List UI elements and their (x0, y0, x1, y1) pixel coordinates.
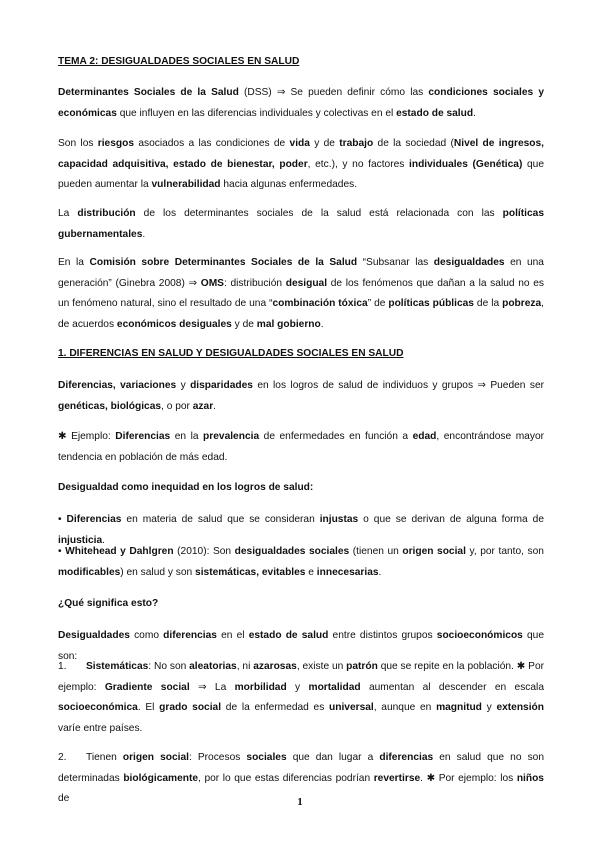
section-title: TEMA 2: DESIGUALDADES SOCIALES EN SALUD (58, 56, 300, 67)
question-meaning: ¿Qué significa esto? (58, 598, 159, 609)
page-number: 1 (297, 796, 303, 808)
bullet-injustice: • Diferencias en materia de salud que se consideran injustas o que se derivan de alguna forma de injusticia. (58, 514, 544, 546)
paragraph-differences: Diferencias, variaciones y disparidades en los logros de salud de individuos y grupos ⇒ Pueden ser genéticas, biológicas, o por azar. (58, 380, 544, 412)
paragraph-risks: Son los riesgos asociados a las condiciones de vida y de trabajo de la sociedad (Nivel de ingresos, capacidad adquisitiva, estado de bienestar, poder, etc.), y no factores individuales (Genética) que pueden aumentar la vulnerabilidad hacia algunas enfermedades. (58, 138, 545, 190)
asterisk-icon: ✱ (516, 661, 526, 672)
subheading-inequity: Desigualdad como inequidad en los logros de salud: (58, 482, 314, 493)
list-number: 1. (58, 661, 67, 672)
bullet-whitehead-dahlgren: • Whitehead y Dahlgren (2010): Son desigualdades sociales (tienen un origen social y, por tanto, son modificables) en salud y son sistemáticas, evitables e innecesarias. (58, 546, 544, 578)
list-item-systematic: 1. Sistemáticas: No son aleatorias, ni azarosas, existe un patrón que se repite en la población. ✱ Por ejemplo: Gradiente social ⇒ La morbilidad y mortalidad aumentan al descender en escala socioeconómica. El grado social de la enfermedad es universal, aunque en magnitud y extensión varíe entre países. (58, 657, 544, 739)
asterisk-icon: ✱ (426, 772, 436, 784)
list-item-social-origin: 2. Tienen origen social: Procesos sociales que dan lugar a diferencias en salud que no son determinadas biológicamente, por lo que estas diferencias podrían revertirse. ✱ Por ejemplo: los niños de (58, 748, 544, 810)
paragraph-example-age: ✱ Ejemplo: Diferencias en la prevalencia de enfermedades en función a edad, encontrándose mayor tendencia en población de más edad. (58, 431, 545, 463)
list-number: 2. (58, 752, 67, 763)
paragraph-inequalities-definition: Desigualdades como diferencias en el estado de salud entre distintos grupos socioeconómicos que son: (58, 630, 545, 662)
section-heading-differences: 1. DIFERENCIAS EN SALUD Y DESIGUALDADES SOCIALES EN SALUD (58, 348, 404, 359)
paragraph-dss-definition: Determinantes Sociales de la Salud (DSS) ⇒ Se pueden definir cómo las condiciones sociales y económicas que influyen en las diferencias individuales y colectivas en el estado de salud. (58, 87, 544, 119)
paragraph-commission: En la Comisión sobre Determinantes Sociales de la Salud “Subsanar las desigualdades en una generación” (Ginebra 2008) ⇒ OMS: distribución desigual de los fenómenos que dañan a la salud no es un fenómeno natural, sino el resultado de una “combinación tóxica” de políticas públicas de la pobreza, de acuerdos económicos desiguales y de mal gobierno. (58, 257, 544, 330)
asterisk-icon: ✱ (58, 431, 67, 442)
paragraph-distribution: La distribución de los determinantes sociales de la salud está relacionada con las políticas gubernamentales. (58, 208, 544, 240)
